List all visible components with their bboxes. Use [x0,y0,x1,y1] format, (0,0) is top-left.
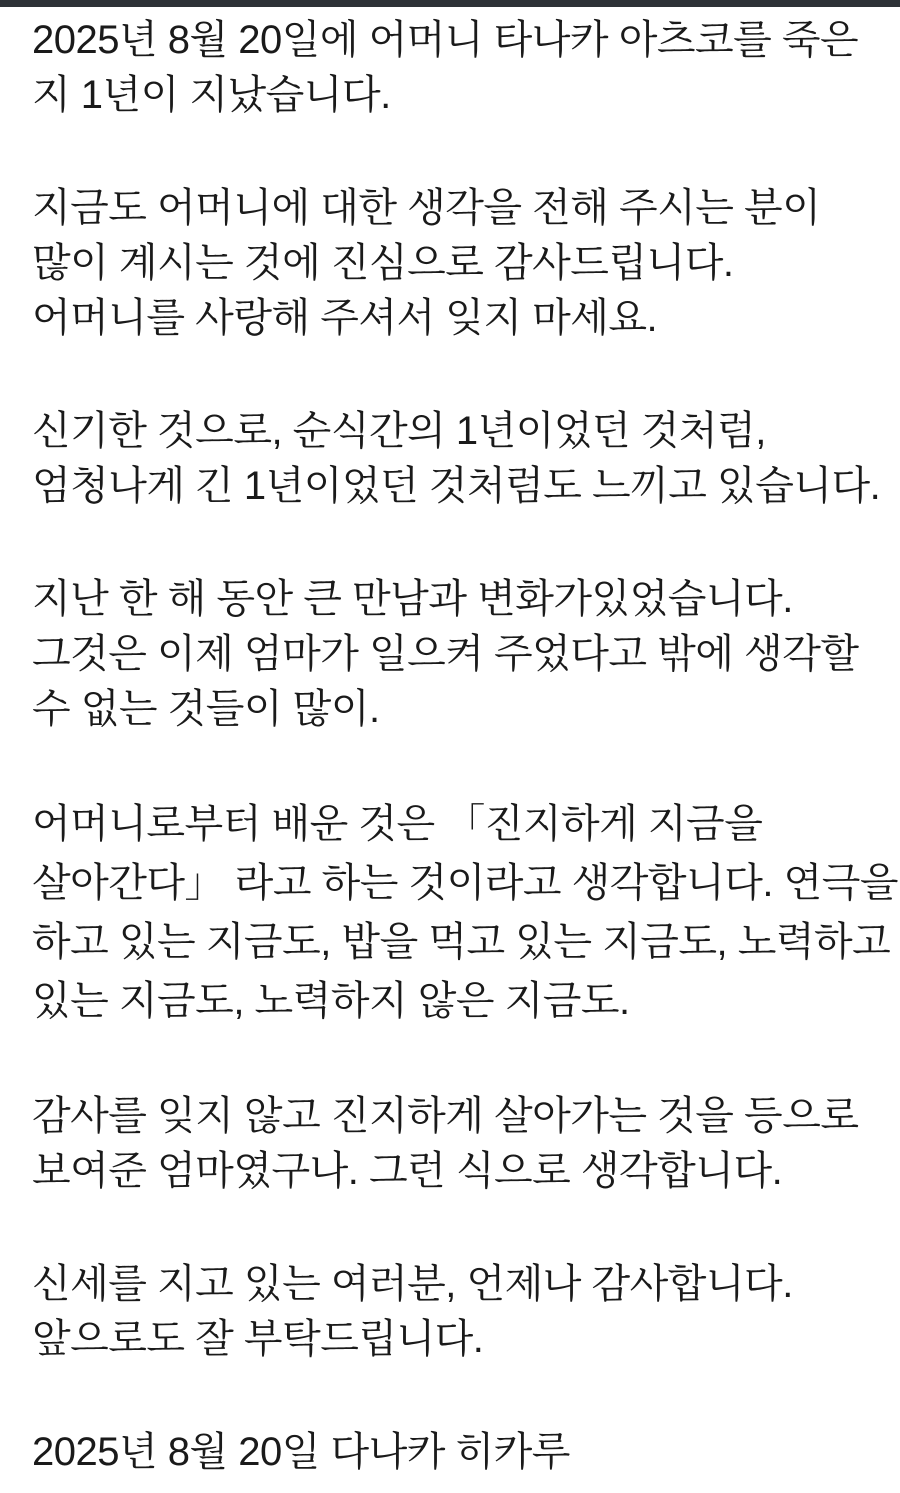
text-line: 지 1년이 지났습니다. [32,73,391,117]
paragraph-mother-example [32,1089,872,1199]
text-line: 어머니로부터 배운 것은 「진지하게 지금을 [32,802,763,846]
text-line: 많이 계시는 것에 진심으로 감사드립니다. [32,241,734,285]
text-line: 감사를 잊지 않고 진지하게 살아가는 것을 등으로 [32,1094,859,1138]
text-line: 신기한 것으로, 순식간의 1년이었던 것처럼, [32,409,766,453]
top-bar [0,0,900,7]
paragraph-year-feeling [32,404,881,514]
paragraph-gratitude [32,181,872,346]
text-line: 하고 있는 지금도, 밥을 먹고 있는 지금도, 노력하고 [32,920,891,964]
paragraph-anniversary [32,13,872,123]
text-line: 앞으로도 잘 부탁드립니다. [32,1317,484,1361]
text-line: 엄청나게 긴 1년이었던 것처럼도 느끼고 있습니다. [32,464,881,508]
text-line: 살아간다」 라고 하는 것이라고 생각합니다. 연극을 [32,861,898,905]
text-line: 수 없는 것들이 많이. [32,687,380,731]
text-line: 있는 지금도, 노력하지 않은 지금도. [32,979,630,1023]
text-line: 지금도 어머니에 대한 생각을 전해 주시는 분이 [32,186,821,230]
paragraph-changes [32,572,872,737]
text-line: 지난 한 해 동안 큰 만남과 변화가있었습니다. [32,577,793,621]
text-line: 2025년 8월 20일에 어머니 타나카 아츠코를 죽은 [32,18,859,62]
signature-line [32,1425,872,1480]
text-line: 어머니를 사랑해 주셔서 잊지 마세요. [32,296,658,340]
paragraph-thanks-everyone [32,1257,872,1367]
text-line: 신세를 지고 있는 여러분, 언제나 감사합니다. [32,1262,793,1306]
text-line: 그것은 이제 엄마가 일으켜 주었다고 밖에 생각할 [32,632,859,676]
paragraph-lesson [32,795,898,1031]
text-line: 2025년 8월 20일 다나카 히카루 [32,1430,570,1474]
memorial-message-text [0,7,900,1480]
text-line: 보여준 엄마였구나. 그런 식으로 생각합니다. [32,1149,783,1193]
